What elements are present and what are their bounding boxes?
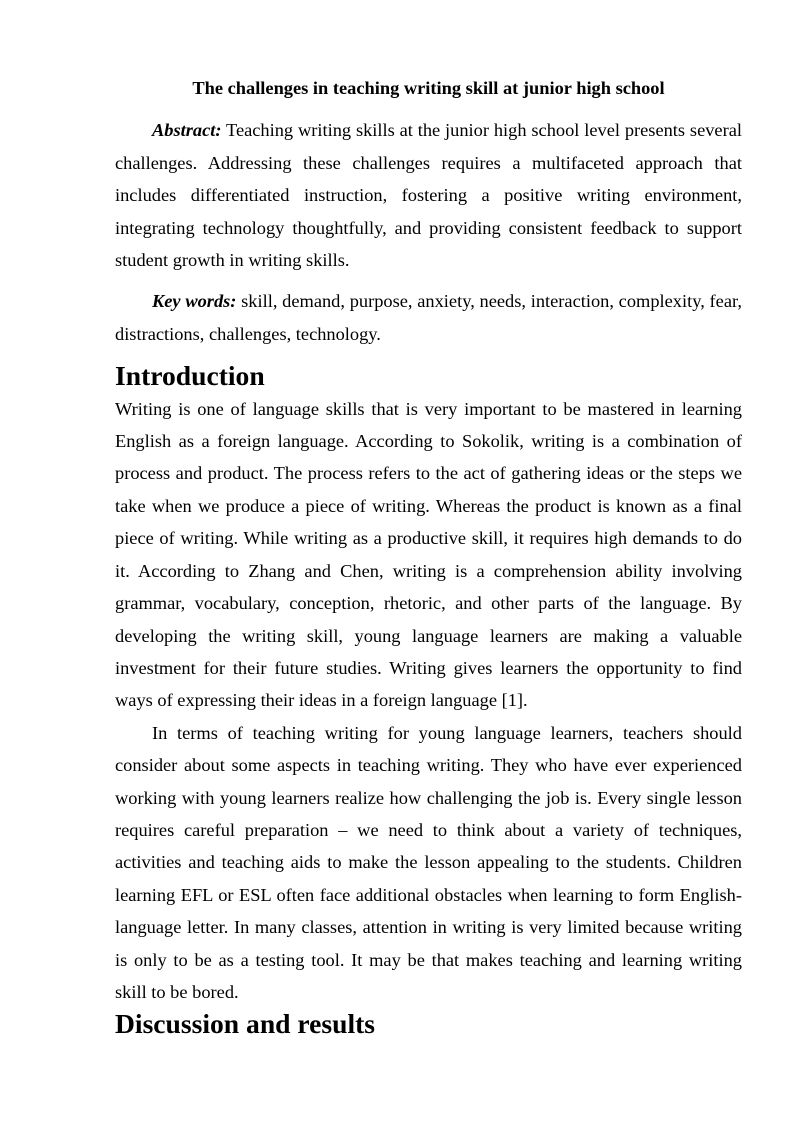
abstract: [115, 114, 742, 276]
section-heading-introduction: Introduction: [115, 360, 265, 392]
abstract-label: Abstract:: [152, 120, 222, 141]
paper-page: [115, 72, 742, 1041]
keywords-text: skill, demand, purpose, anxiety, needs, interaction, complexity, fear, distractions, challenges, technology.: [115, 291, 742, 344]
introduction-paragraph-1: Writing is one of language skills that is very important to be mastered in learning English as a foreign language. According to Sokolik, writing is a combination of process and product. The process refers to the act of gathering ideas or the steps we take when we produce a piece of writing. Whereas the product is known as a final piece of writing. While writing as a productive skill, it requires high demands to do it. According to Zhang and Chen, writing is a comprehension ability involving grammar, vocabulary, conception, rhetoric, and other parts of the language. By developing the writing skill, young language learners are making a valuable investment for their future studies. Writing gives learners the opportunity to find ways of expressing their ideas in a foreign language [1].: [115, 398, 742, 711]
keywords-label: Key words:: [152, 291, 237, 312]
abstract-text: Teaching writing skills at the junior high school level presents several challenges. Addressing these challenges requires a multifaceted approach that includes differentiated instruction, fostering a positive writing environment, integrating technology thoughtfully, and providing consistent feedback to support student growth in writing skills.: [115, 120, 742, 271]
keywords: [115, 285, 742, 350]
section-heading-discussion: Discussion and results: [115, 1008, 376, 1040]
paper-title: The challenges in teaching writing skill at junior high school: [192, 78, 665, 98]
introduction-paragraph-2: In terms of teaching writing for young language learners, teachers should consider about some aspects in teaching writing. They who have ever experienced working with young learners realize how challenging the job is. Every single lesson requires careful preparation – we need to think about a variety of techniques, activities and teaching aids to make the lesson appealing to the students. Children learning EFL or ESL often face additional obstacles when learning to form English-language letter. In many classes, attention in writing is very limited because writing is only to be as a testing tool. It may be that makes teaching and learning writing skill to be bored.: [115, 722, 742, 1002]
